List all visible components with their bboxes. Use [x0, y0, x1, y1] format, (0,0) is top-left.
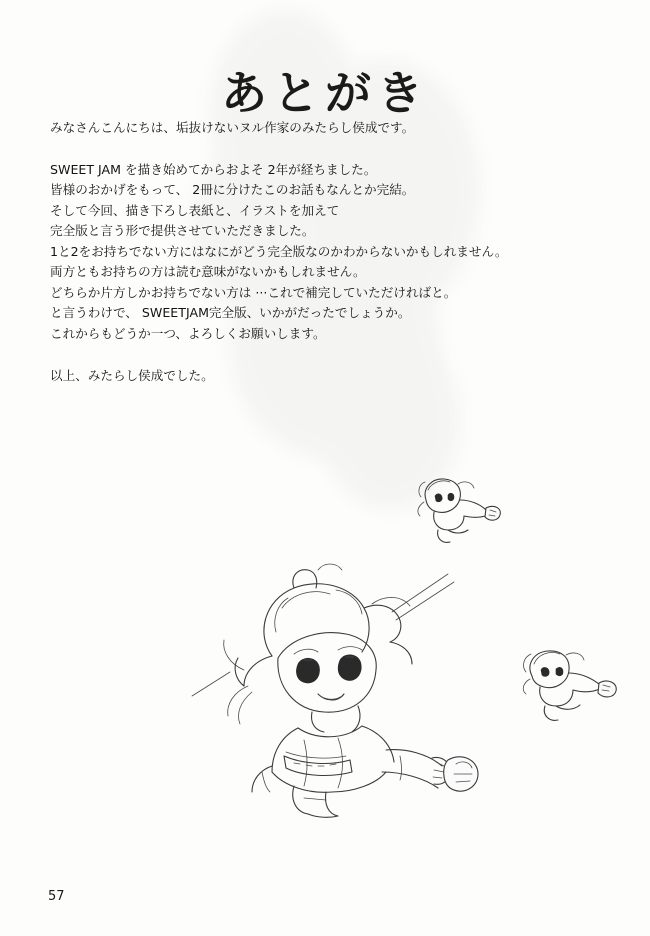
- paragraph-line-1: SWEET JAM を描き始めてからおよそ 2年が経ちました。: [50, 161, 377, 177]
- afterword-body: [50, 118, 610, 387]
- paragraph-line-4: 完全版と言う形で提供させていただきました。: [50, 223, 315, 238]
- chibi-character-small-sketch-right: [512, 640, 632, 730]
- paragraph-greeting: みなさんこんにちは、垢抜けないヌル作家のみたらし侯成です。: [50, 120, 415, 135]
- paragraph-line-6: 両方ともお持ちの方は読む意味がないかもしれません。: [50, 264, 366, 279]
- paragraph-line-3: そして今回、描き下ろし表紙と、イラストを加えて: [50, 202, 340, 218]
- paragraph-line-9: これからもどうか一つ、よろしくお願いします。: [50, 325, 326, 341]
- spacer: [50, 139, 610, 160]
- chibi-character-large-sketch: [186, 560, 506, 820]
- chibi-character-small-sketch-upper: [404, 470, 514, 550]
- paragraph-line-2: 皆様のおかげをもって、 2冊に分けたこのお話もなんとか完結。: [50, 182, 415, 197]
- paragraph-line-8: と言うわけで、 SWEETJAM完全版、いかがだったでしょうか。: [50, 305, 411, 320]
- paragraph-signoff: 以上、みたらし侯成でした。: [50, 368, 214, 383]
- page-number: 57: [48, 889, 65, 904]
- paragraph-line-7: どちらか片方しかお持ちでない方は ···これで補完していただければと。: [50, 284, 457, 300]
- page-title: あとがき: [221, 65, 429, 120]
- paragraph-line-5: 1と2をお持ちでない方にはなにがどう完全版なのかわからないかもしれません。: [50, 243, 508, 259]
- spacer: [50, 344, 610, 366]
